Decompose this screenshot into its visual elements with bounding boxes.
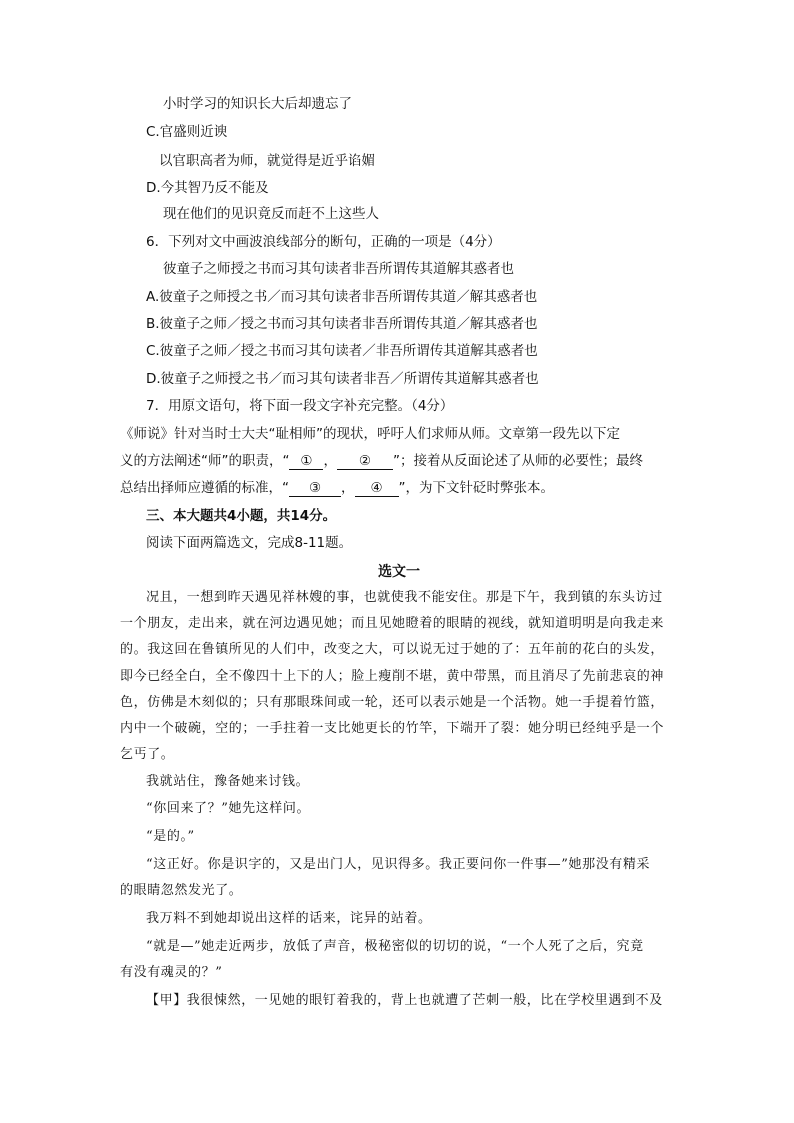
question-6-source-sentence: 彼童子之师授之书而习其句读者非吾所谓传其道解其惑者也 (163, 261, 514, 277)
blank-3: ③ (289, 480, 341, 497)
question-6-option-b: B.彼童子之师／授之书而习其句读者非吾所谓传其道／解其惑者也 (146, 316, 538, 332)
question-7-line-2 (120, 452, 643, 470)
question-6-option-a: A.彼童子之师授之书／而习其句读者非吾所谓传其道／解其惑者也 (146, 289, 538, 305)
passage-1-paragraph-5-line-1: “这正好。你是识字的，又是出门人，见识得多。我正要问你一件事—”她那没有精采 (146, 857, 651, 872)
question-6-stem: 6．下列对文中画波浪线部分的断句，正确的一项是（4分） (146, 234, 501, 250)
blank-separator-2: ， (341, 480, 355, 496)
blank-separator-1: ， (323, 453, 337, 469)
question-7-line-1: 《师说》针对当时士大夫“耻相师”的现状，呼吁人们求师从师。文章第一段先以下定 (120, 426, 620, 442)
passage-1-line-5: 色，仿佛是木刻似的；只有那眼珠间或一轮，还可以表示她是一个活物。她一手提着竹篮， (120, 695, 665, 710)
passage-1-line-4: 即今已经全白，全不像四十上下的人；脸上瘦削不堪，黄中带黑，而且消尽了先前悲哀的神 (120, 669, 665, 684)
blank-1: ① (289, 453, 323, 470)
question-7-line-2-prefix: 义的方法阐述“师”的职责，“ (120, 453, 290, 469)
passage-1-paragraph-3: “你回来了？”她先这样问。 (146, 801, 311, 816)
question-6-option-d: D.彼童子之师授之书／而习其句读者非吾／所谓传其道解其惑者也 (146, 371, 539, 387)
passage-1-paragraph-4: “是的。” (146, 829, 195, 844)
question-7-line-3-suffix: ”，为下文针砭时弊张本。 (398, 480, 554, 496)
passage-1-paragraph-7-line-2: 有没有魂灵的？” (120, 965, 223, 980)
option-b-translation: 小时学习的知识长大后却遗忘了 (163, 96, 352, 112)
option-d-translation: 现在他们的见识竟反而赶不上这些人 (163, 206, 379, 222)
passage-1-paragraph-7-line-1: “就是—”她走近两步，放低了声音，极秘密似的切切的说，“一个人死了之后，究竟 (146, 939, 644, 954)
option-d-label: D.今其智乃反不能及 (146, 180, 269, 196)
passage-1-title: 选文一 (378, 564, 420, 580)
blank-4: ④ (355, 480, 399, 497)
question-7-stem: 7．用原文语句，将下面一段文字补充完整。（4分） (146, 398, 454, 414)
question-6-option-c: C.彼童子之师／授之书而习其句读者／非吾所谓传其道解其惑者也 (146, 343, 538, 359)
passage-1-paragraph-5-line-2: 的眼睛忽然发光了。 (120, 883, 243, 898)
passage-1-paragraph-6: 我万料不到她却说出这样的话来，诧异的站着。 (146, 911, 432, 926)
section-3-heading: 三、本大题共4小题，共14分。 (146, 508, 337, 524)
passage-1-paragraph-8-line-1: 【甲】我很悚然，一见她的眼钉着我的，背上也就遭了芒刺一般，比在学校里遇到不及 (146, 993, 663, 1008)
question-7-line-3-prefix: 总结出择师应遵循的标准，“ (120, 480, 289, 496)
passage-1-line-7: 乞丐了。 (120, 747, 175, 762)
option-c-label: C.官盛则近谀 (146, 124, 228, 140)
passage-1-line-1: 况且，一想到昨天遇见祥林嫂的事，也就使我不能安住。那是下午，我到镇的东头访过 (146, 590, 663, 605)
passage-1-line-2: 一个朋友，走出来，就在河边遇见她；而且见她瞪着的眼睛的视线，就知道明明是向我走来 (120, 616, 665, 631)
question-7-line-2-suffix: ”；接着从反面论述了从师的必要性；最终 (392, 453, 643, 469)
option-c-translation: 以官职高者为师，就觉得是近乎谄媚 (159, 153, 375, 169)
passage-1-paragraph-2: 我就站住，豫备她来讨钱。 (146, 774, 310, 789)
passage-1-line-3: 的。我这回在鲁镇所见的人们中，改变之大，可以说无过于她的了：五年前的花白的头发， (120, 642, 665, 657)
section-3-instruction: 阅读下面两篇选文，完成8-11题。 (146, 535, 353, 551)
passage-1-line-6: 内中一个破碗，空的；一手拄着一支比她更长的竹竿，下端开了裂：她分明已经纯乎是一个 (120, 721, 665, 736)
question-7-line-3 (120, 479, 554, 497)
blank-2: ② (337, 453, 393, 470)
